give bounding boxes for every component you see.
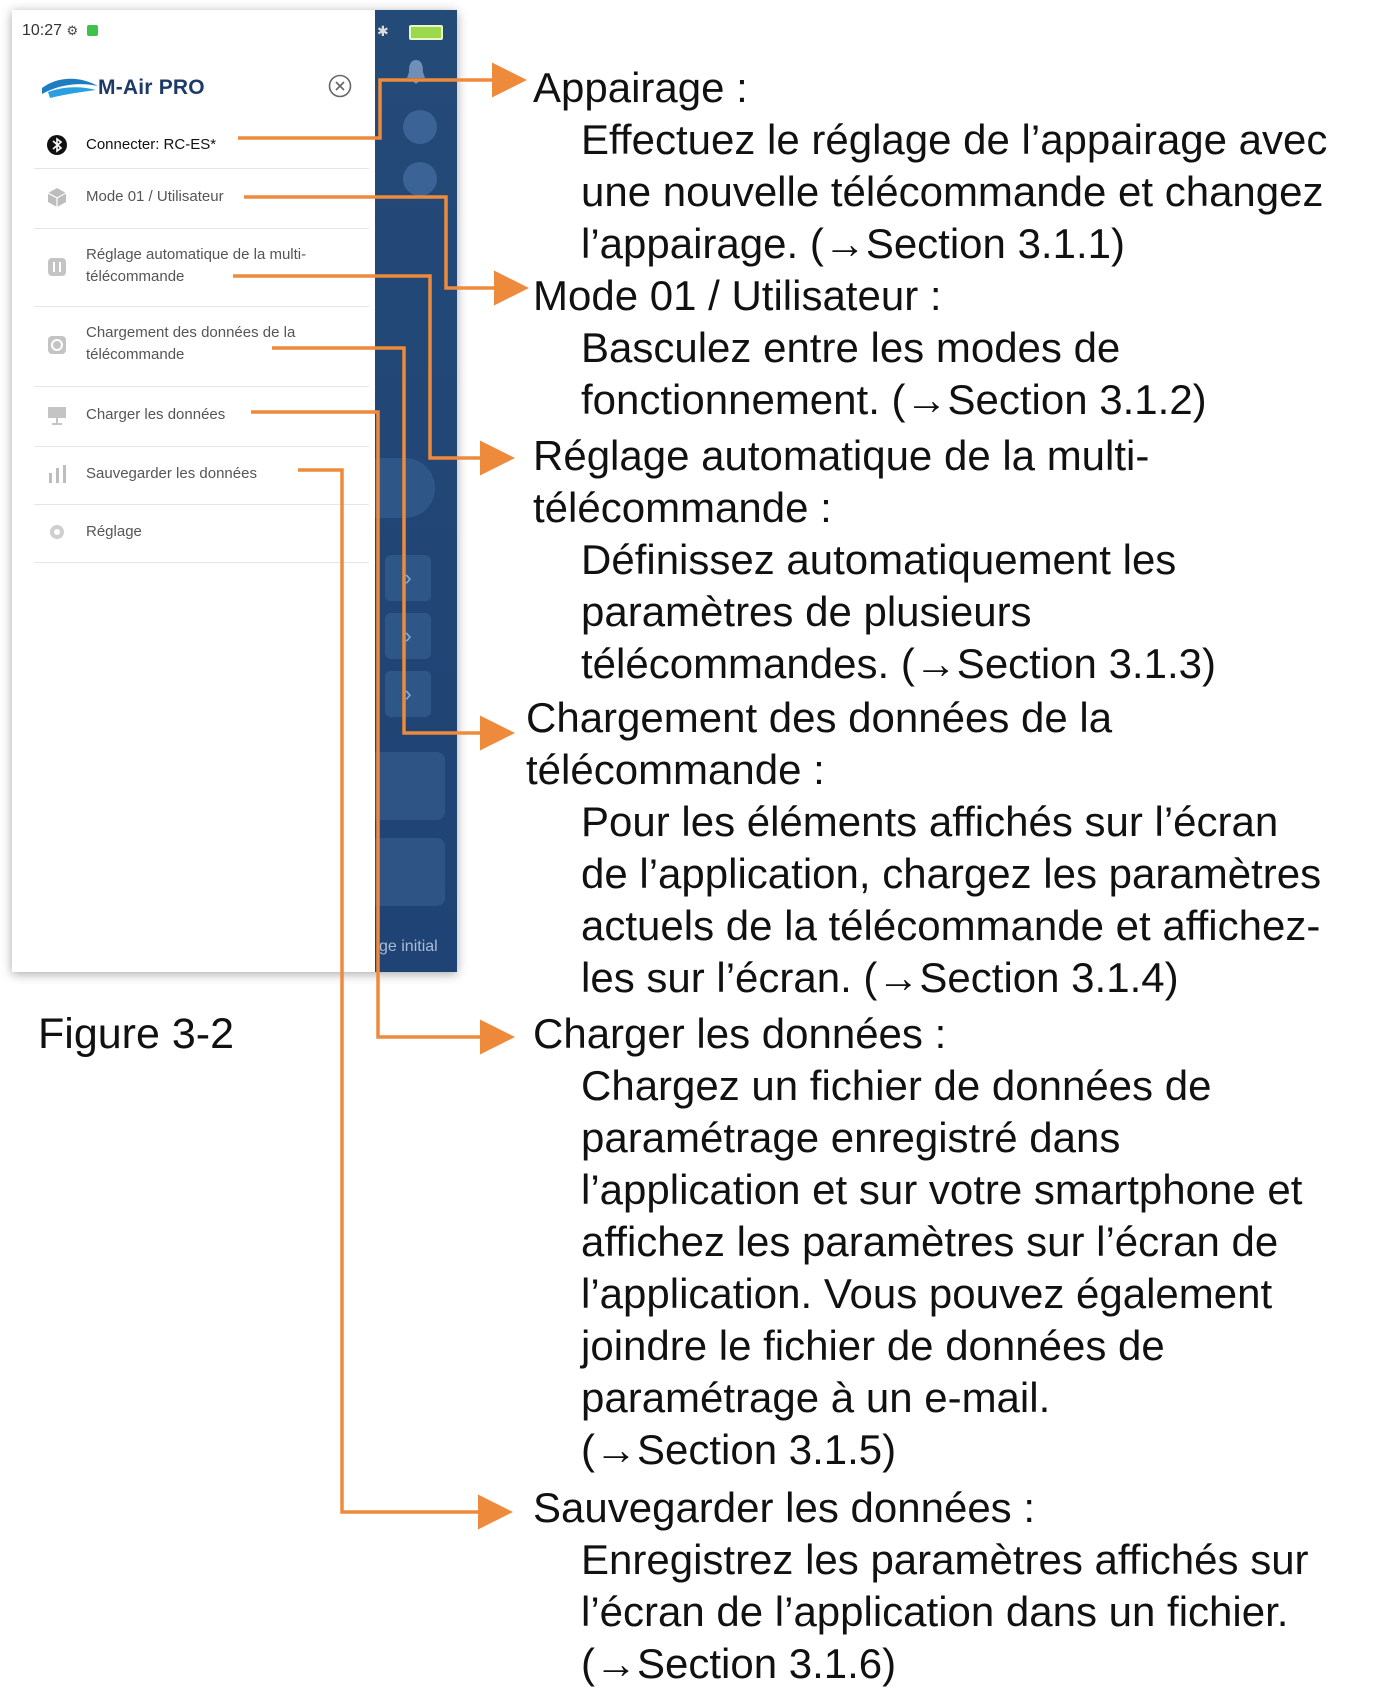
menu-item-load-data[interactable] <box>34 386 369 447</box>
chevron-right-icon[interactable]: › <box>385 671 431 717</box>
annotation-line: l’écran de l’application dans un fichier. <box>581 1588 1289 1635</box>
annotation-line: les sur l’écran. (→Section 3.1.4) <box>581 954 1179 1001</box>
annotation-line: (→Section 3.1.5) <box>581 1426 897 1473</box>
figure-caption: Figure 3-2 <box>38 1010 234 1058</box>
bell-icon <box>405 58 427 84</box>
phone-screenshot <box>12 10 457 972</box>
panel-card[interactable] <box>375 838 445 906</box>
bar-chart-icon <box>46 463 68 485</box>
chevron-right-icon[interactable]: › <box>385 555 431 601</box>
menu-item-multi-remote[interactable] <box>34 228 369 307</box>
annotation-title: Chargement des données de la <box>526 694 1113 741</box>
panel-card[interactable] <box>375 752 445 820</box>
chevron-right-icon[interactable]: › <box>385 613 431 659</box>
annotation-load-data <box>533 1008 1302 1476</box>
menu-item-settings[interactable] <box>34 504 369 563</box>
annotation-line: paramétrage à un e-mail. <box>581 1374 1051 1421</box>
annotation-line: une nouvelle télécommande et changez <box>581 168 1324 215</box>
annotation-line: Chargez un fichier de données de <box>581 1062 1212 1109</box>
menu-item-save-data[interactable] <box>34 446 369 505</box>
remote-icon <box>46 256 68 278</box>
annotation-line: de l’application, chargez les paramètres <box>581 850 1322 897</box>
annotation-title: Appairage : <box>533 64 748 111</box>
annotation-line: paramètres de plusieurs <box>581 588 1032 635</box>
bluetooth-status-icon: ✱ <box>377 23 389 39</box>
status-time: 10:27 <box>22 22 63 39</box>
logo-wave-icon <box>40 72 100 102</box>
app-status-icon <box>87 25 98 36</box>
annotation-line: paramétrage enregistré dans <box>581 1114 1121 1161</box>
main-screen-panel <box>375 10 457 972</box>
panel-button[interactable] <box>403 110 437 144</box>
menu-item-label: Charger les données <box>86 406 226 423</box>
annotation-save-data <box>533 1482 1309 1690</box>
sun-icon[interactable] <box>375 458 435 518</box>
annotation-line: actuels de la télécommande et affichez- <box>581 902 1321 949</box>
annotation-title: télécommande : <box>533 484 832 531</box>
annotation-line: Effectuez le réglage de l’appairage avec <box>581 116 1328 163</box>
side-panel-label: ge initial <box>379 938 438 955</box>
close-icon[interactable] <box>328 74 352 98</box>
bluetooth-icon <box>46 134 68 156</box>
annotation-line: Définissez automatiquement les <box>581 536 1177 583</box>
logo-text: M-Air PRO <box>98 76 205 99</box>
annotation-line: télécommandes. (→Section 3.1.3) <box>581 640 1216 687</box>
cube-icon <box>46 186 68 208</box>
annotation-line: fonctionnement. (→Section 3.1.2) <box>581 376 1207 423</box>
menu-item-load-remote[interactable] <box>34 306 369 387</box>
menu-item-label: Réglage <box>86 523 142 540</box>
annotation-title: Sauvegarder les données : <box>533 1484 1036 1531</box>
menu-item-label: Sauvegarder les données <box>86 465 257 482</box>
annotation-line: l’appairage. (→Section 3.1.1) <box>581 220 1125 267</box>
status-bar <box>22 22 98 40</box>
menu-item-connect[interactable] <box>34 122 369 169</box>
reload-icon <box>46 334 68 356</box>
annotation-load-remote <box>526 692 1321 1004</box>
menu-item-label: Chargement des données de la télécommande <box>86 324 296 363</box>
menu-item-label: Réglage automatique de la multi-télécommande <box>86 246 307 285</box>
annotation-title: Mode 01 / Utilisateur : <box>533 272 942 319</box>
annotation-mode <box>533 270 1207 426</box>
annotation-line: (→Section 3.1.6) <box>581 1640 897 1687</box>
projector-icon <box>46 404 68 426</box>
annotation-line: l’application et sur votre smartphone et <box>581 1166 1303 1213</box>
annotation-line: l’application. Vous pouvez également <box>581 1270 1273 1317</box>
annotation-line: Enregistrez les paramètres affichés sur <box>581 1536 1309 1583</box>
annotation-multi-remote <box>533 430 1216 690</box>
annotation-appairage <box>533 62 1327 270</box>
settings-status-icon: ⚙ <box>66 23 79 38</box>
annotation-title: Charger les données : <box>533 1010 947 1057</box>
annotation-line: Basculez entre les modes de <box>581 324 1121 371</box>
annotation-line: Pour les éléments affichés sur l’écran <box>581 798 1279 845</box>
panel-button[interactable] <box>403 162 437 196</box>
annotation-line: joindre le fichier de données de <box>581 1322 1165 1369</box>
annotation-title: Réglage automatique de la multi- <box>533 432 1150 479</box>
menu-item-label: Mode 01 / Utilisateur <box>86 188 224 205</box>
battery-icon <box>409 25 443 40</box>
annotation-title: télécommande : <box>526 746 825 793</box>
annotation-line: affichez les paramètres sur l’écran de <box>581 1218 1279 1265</box>
menu-item-mode[interactable] <box>34 168 369 229</box>
gear-icon <box>46 521 68 543</box>
app-logo <box>40 72 230 106</box>
menu-item-label: Connecter: RC-ES* <box>86 136 217 153</box>
